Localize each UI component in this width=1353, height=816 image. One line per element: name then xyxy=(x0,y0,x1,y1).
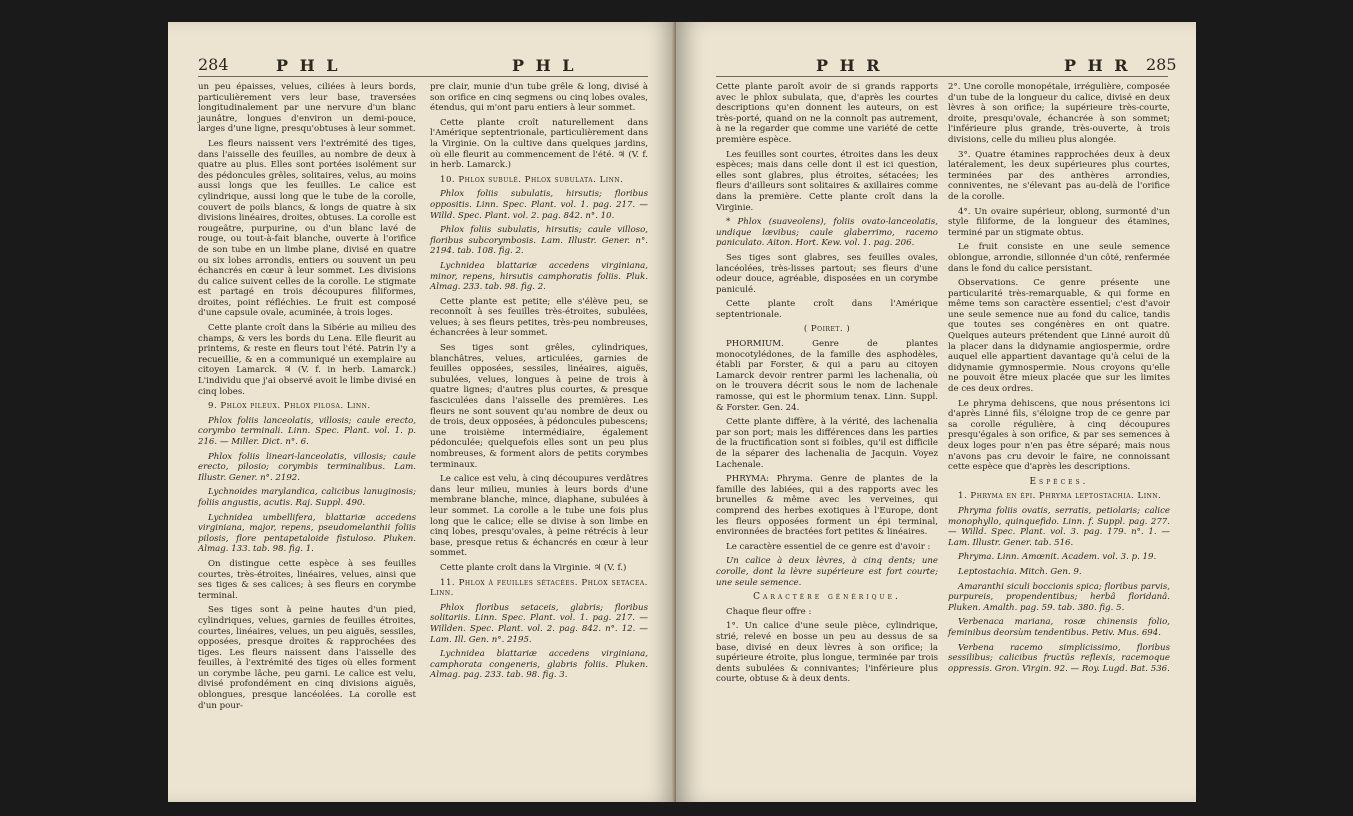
paragraph: 1°. Un calice d'une seule pièce, cylindrique, strié, relevé en bosse un peu au dessus de sa base, divisé en deux lèvres à son orifice; la supérieure étroite, plus longue, terminée par trois dents subulées & connivantes; l'inférieure plus courte, obtuse & à deux dents. xyxy=(716,621,938,685)
paragraph: 3°. Quatre étamines rapprochées deux à deux latéralement, les deux supérieures plus courtes, terminées par des anthères arrondies, conniventes, ne s'élevant pas au-delà de l'orifice de la corolle. xyxy=(948,149,1170,202)
synonym: Phryma foliis ovatis, serratis, petiolaris; calice monophyllo, quinquefido. Linn. f. Suppl. pag. 277. — Willd. Spec. Plant. vol. 3. pag. 179. n°. 1. — Lam. Illustr. Gener. tab. 516. xyxy=(948,505,1170,548)
right-folio: 285 xyxy=(1146,55,1177,74)
paragraph: Cette plante croît dans la Sibérie au milieu des champs, & vers les bords du Lena. Elle fleurit au printems, & reste en fleurs tout l'été. Patrin l'y a recueillie, & en a communiqué un exemplaire au citoyen Lamarck. ♃ (V. f. in herb. Lamarck.) L'individu que j'ai observé avoit le limbe divisé en cinq lobes. xyxy=(198,323,416,397)
paragraph: un peu épaisses, velues, ciliées à leurs bords, particulièrement vers leur base, traversées longitudinalement par une nervure d'un blanc jaunâtre, longues d'environ un demi-pouce, larges d'une ligne, presqu'obtuses à leur sommet. xyxy=(198,82,416,135)
right-column-1 xyxy=(716,82,938,689)
right-column-2 xyxy=(948,82,1170,678)
paragraph: Cette plante est petite; elle s'élève peu, se reconnoît à ses feuilles très-étroites, subulées, velues; à ses fleurs petites, très-peu nombreuses, échancrées à leur sommet. xyxy=(430,296,648,339)
left-running-head-2: P H L xyxy=(512,56,577,75)
essential-character: Un calice à deux lèvres, à cinq dents; une corolle, dont la lèvre supérieure est fort courte; une seule semence. xyxy=(716,556,938,588)
species-heading: 1. Phryma en épi. Phryma leptostachia. Linn. xyxy=(958,491,1162,502)
paragraph: Observations. Ce genre présente une particularité très-remarquable, & qui forme en même tems son caractère essentiel; c'est d'avoir une seule semence nue au fond du calice, tandis que toutes ses congénères en ont quatre. Quelques auteurs prétendent que Linné auroit dû la placer dans la didynamie angiospermie, ordre auquel elle appartient davantage qu'à celui de la didynamie gymnospermie. Nous croyons qu'elle ne pouvoit être mieux placée que sur les limites de ces deux ordres. xyxy=(948,278,1170,395)
left-column-2 xyxy=(430,82,648,685)
synonym: Phlox foliis subulatis, hirsutis; caule villoso, floribus subcorymbosis. Lam. Illustr. Gener. n°. 2194. tab. 108. fig. 2. xyxy=(430,225,648,257)
paragraph: Cette plante croît dans la Virginie. ♃ (V. f.) xyxy=(440,562,627,573)
synonym: Phryma. Linn. Amœnit. Academ. vol. 3. p. 19. xyxy=(958,552,1157,563)
paragraph: Cette plante croît naturellement dans l'Amérique septentrionale, particulièrement dans la Virginie. On la cultive dans quelques jardins, où elle fleurit au commencement de l'été. ♃ (V. f. in herb. Lamarck.) xyxy=(430,117,648,171)
species-heading: 11. Phlox à feuilles sétacées. Phlox setacea. Linn. xyxy=(430,577,648,599)
paragraph: Le calice est velu, à cinq découpures verdâtres dans leur milieu, munies à leurs bords d'une membrane blanche, mince, diaphane, subulées à leur sommet. La corolle a le tube une fois plus long que le calice; elle se divise à son limbe en cinq lobes, presqu'ovales, à peine rétrécis à leur base, presque retus & échancrés en cœur à leur sommet. xyxy=(430,474,648,559)
right-running-head-1: P H R xyxy=(816,56,883,75)
synonym: Leptostachia. Mitch. Gen. 9. xyxy=(958,566,1082,577)
synonym: Verbenaca mariana, rosæ chinensis folio, feminibus deorsùm tendentibus. Petiv. Mus. 694. xyxy=(948,617,1170,638)
section-heading: Espèces. xyxy=(1029,476,1089,487)
synonym: Lychnidea blattariæ accedens virginiana, minor, repens, hirsutis camphoratis foliis. Pluk. Almag. 233. tab. 98. fig. 2. xyxy=(430,260,648,293)
paragraph: pre clair, munie d'un tube grêle & long, divisé à son orifice en cinq segmens ou cinq lobes ovales, étendus, qui m'ont paru entiers à leur sommet. xyxy=(430,82,648,114)
synonym: Amaranthi siculi boccionis spica; floribus parvis, purpureis, propendentibus; herbâ floridanâ. Pluken. Amalth. pag. 59. tab. 380. fig. 5. xyxy=(948,581,1170,613)
left-running-head-1: P H L xyxy=(276,56,341,75)
left-head-rule xyxy=(198,76,648,77)
paragraph: Les fleurs naissent vers l'extrémité des tiges, dans l'aisselle des feuilles, au nombre de deux à quatre au plus. Elles sont portées isolément sur des pédoncules grêles, solitaires, velus, au moins aussi longs que les feuilles. Le calice est cylindrique, aussi long que le tube de la corolle, couvert de poils blancs, & longs de quatre à six divisions linéaires, droites, obtuses. La corolle est rougeâtre, purpurine, ou d'un blanc lavé de rouge, ou tout-à-fait blanche, ouverte à l'orifice de son tube en un limbe plane, divisé en quatre ou six lobes arrondis, entiers ou souvent un peu échancrés en cœur à leur sommet. Les divisions du calice suivent celles de la corolle. Le stigmate est partagé en trois découpures filiformes, droites, point réfléchies. Le fruit est composé d'une capsule ovale, acuminée, à trois loges. xyxy=(198,138,416,319)
paragraph: Ses tiges sont grêles, cylindriques, blanchâtres, velues, articulées, garnies de feuilles opposées, sessiles, linéaires, aiguës, subulées, velues, longues à peine de trois à quatre lignes; d'autres plus courtes, & presque fasciculées dans l'aisselle des premières. Les fleurs ne sont souvent qu'au nombre de deux ou de trois, deux opposées, à pédoncules pubescens; une troisième intermédiaire, également pédonculée; quelquefois elles sont un peu plus nombreuses, & forment alors de petits corymbes terminaux. xyxy=(430,343,648,470)
left-folio: 284 xyxy=(198,55,229,74)
right-head-rule xyxy=(716,76,1168,77)
paragraph: Chaque fleur offre : xyxy=(726,606,812,617)
synonym: Phlox foliis subulatis, hirsutis; floribus oppositis. Linn. Spec. Plant. vol. 1. pag. 217. — Willd. Spec. Plant. vol. 2. pag. 842. n°. 10. xyxy=(430,189,648,221)
section-heading: Caractère générique. xyxy=(753,592,901,603)
left-page xyxy=(168,22,676,802)
paragraph: 4°. Un ovaire supérieur, oblong, surmonté d'un style filiforme, de la longueur des étamines, terminé par un stigmate obtus. xyxy=(948,206,1170,238)
paragraph: Le phryma dehiscens, que nous présentons ici d'après Linné fils, s'éloigne trop de ce genre par sa corolle régulière, à cinq découpures presqu'égales à son orifice, & par ses semences à deux loges pour n'en pas être séparé; mais nous n'avons pas cru devoir le faire, ne connoissant cette espèce que d'après les descriptions. xyxy=(948,398,1170,473)
paragraph: Ses tiges sont à peine hautes d'un pied, cylindriques, velues, garnies de feuilles étroites, courtes, linéaires, velues, un peu aiguës, sessiles, opposées, presque droites & rapprochées des tiges. Les fleurs naissent dans l'aisselle des feuilles, à l'extrémité des tiges où elles forment un corymbe lâche, peu garni. Le calice est velu, divisé profondément en cinq divisions aiguës, oblongues, presque lancéolées. La corolle est d'un pour- xyxy=(198,605,416,711)
paragraph: Cette plante diffère, à la vérité, des lachenalia par son port; mais les différences dans les parties de la fructification sont si foibles, qu'il est difficile de la séparer des lachenalia de Jacquin. Voyez Lachenale. xyxy=(716,417,938,470)
left-column-1 xyxy=(198,82,416,715)
paragraph: On distingue cette espèce à ses feuilles courtes, très-étroites, linéaires, velues, ainsi que ses tiges & ses calices; à ses fleurs en corymbe terminal. xyxy=(198,558,416,601)
synonym: Lychnidea umbellifera, blattariæ accedens virginiana, major, repens, pseudomelanthii foliis pilosis, flore pentapetaloide fistuloso. Pluken. Almag. 133. tab. 98. fig. 1. xyxy=(198,512,416,555)
species-heading: 10. Phlox subulé. Phlox subulata. Linn. xyxy=(440,174,624,185)
synonym: Phlox floribus setaceis, glabris; floribus solitariis. Linn. Spec. Plant. vol. 1. pag. 217. — Willden. Spec. Plant. vol. 2. pag. 842. n°. 12. — Lam. Ill. Gen. n°. 2195. xyxy=(430,602,648,645)
author-credit: ( Poiret. ) xyxy=(803,324,851,335)
synonym: Verbena racemo simplicissimo, floribus sessilibus; calicibus fructûs reflexis, racemoque oppressis. Gron. Virgin. 92. — Roy. Lugd. Bat. 536. xyxy=(948,642,1170,674)
synonym: * Phlox (suaveolens), foliis ovato-lanceolatis, undique lævibus; caule glaberrimo, racemo paniculato. Aiton. Hort. Kew. vol. 1. pag. 206. xyxy=(716,217,938,249)
species-heading: 9. Phlox pileux. Phlox pilosa. Linn. xyxy=(208,401,371,412)
synonym: Lychnidea blattariæ accedens virginiana, camphorata congeneris, glabris foliis. Pluken. Almag. pag. 233. tab. 98. fig. 3. xyxy=(430,649,648,681)
right-running-head-2: P H R xyxy=(1064,56,1131,75)
right-page xyxy=(676,22,1196,802)
synonym: Phlox foliis lineari-lanceolatis, villosis; caule erecto, pilosio; corymbis terminalibus. Lam. Illustr. Gener. n°. 2192. xyxy=(198,451,416,483)
synonym: Phlox foliis lanceolatis, villosis; caule erecto, corymbo terminali. Linn. Spec. Plant. vol. 1. p. 216. — Miller. Dict. n°. 6. xyxy=(198,415,416,447)
paragraph: Le caractère essentiel de ce genre est d'avoir : xyxy=(726,541,931,552)
genus-entry: PHRYMA: Phryma. Genre de plantes de la famille des labiées, qui a des rapports avec les brunelles & même avec les verveines, qui comprend des herbes exotiques à l'Europe, dont les fleurs opposées forment un épi terminal, environnées de bractées fort petites & linéaires. xyxy=(716,474,938,538)
paragraph: Le fruit consiste en une seule semence oblongue, arrondie, sillonnée d'un côté, renfermée dans le fond du calice persistant. xyxy=(948,242,1170,274)
paragraph: Cette plante croît dans l'Amérique septentrionale. xyxy=(716,299,938,320)
paragraph: Cette plante paroît avoir de si grands rapports avec le phlox subulata, que, d'après les courtes descriptions qu'en donnent les auteurs, on est très-porté, quand on ne la connoît pas autrement, à ne la regarder que comme une variété de cette première espèce. xyxy=(716,82,938,145)
synonym: Lychnoides marylandica, calicibus lanuginosis; foliis angustis, acutis. Raj. Suppl. 490. xyxy=(198,487,416,508)
genus-entry: PHORMIUM. Genre de plantes monocotylédones, de la famille des asphodèles, établi par Forster, & qui a paru au citoyen Lamarck devoir rentrer parmi les lachenalia, où on le trouvera décrit sous le nom de lachenale ramosse, qui est le phormium tenax. Linn. Suppl. & Forster. Gen. 24. xyxy=(716,339,938,413)
paragraph: Les feuilles sont courtes, étroites dans les deux espèces; mais dans celle dont il est ici question, elles sont glabres, plus étroites, sétacées; les fleurs d'ailleurs sont solitaires & axillaires comme dans la première. Cette plante croît dans la Virginie. xyxy=(716,149,938,213)
paragraph: 2°. Une corolle monopétale, irrégulière, composée d'un tube de la longueur du calice, divisé en deux lèvres à son orifice; la supérieure très-courte, droite, presqu'ovale, échancrée à son sommet; l'inférieure plus grande, très-ouverte, à trois divisions, celle du milieu plus alongée. xyxy=(948,82,1170,145)
paragraph: Ses tiges sont glabres, ses feuilles ovales, lancéolées, très-lisses partout; ses fleurs d'une odeur douce, agréable, disposées en un corymbe paniculé. xyxy=(716,252,938,295)
